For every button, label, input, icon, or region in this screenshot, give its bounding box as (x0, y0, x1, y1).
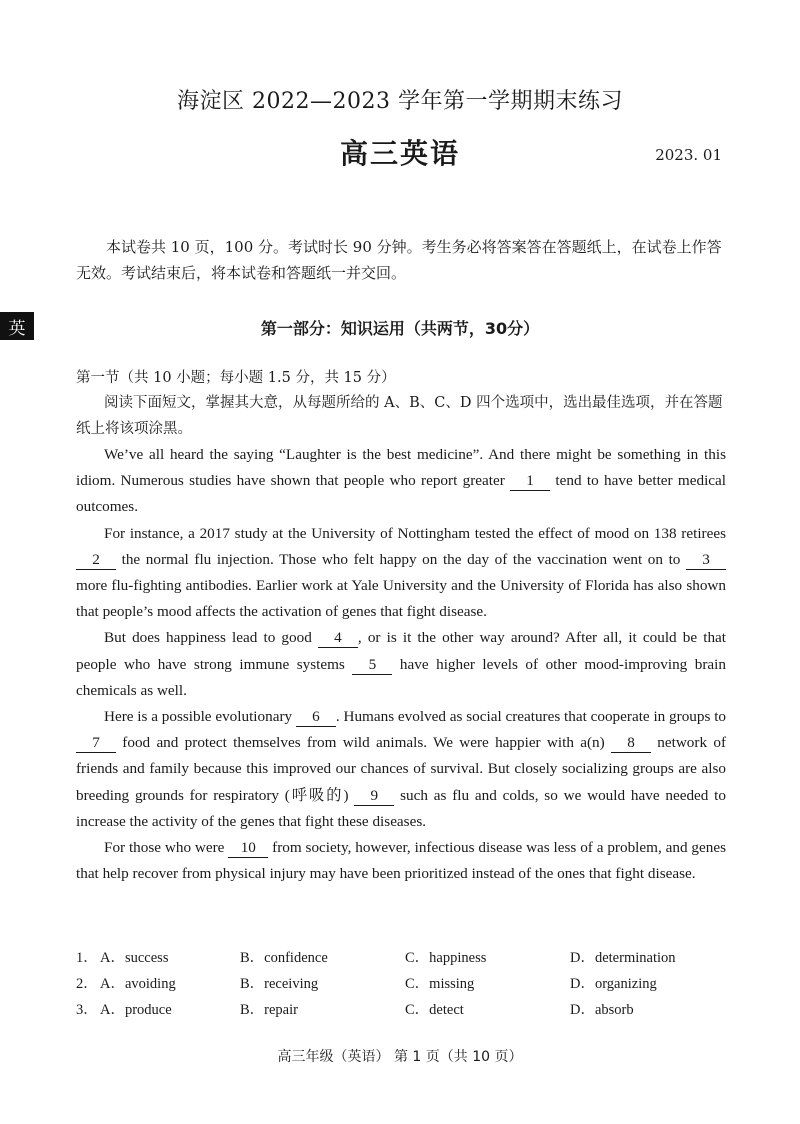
question-number: 2． (76, 975, 98, 992)
option-a: A．success (100, 949, 169, 966)
option-b: B．repair (240, 1001, 298, 1018)
blank-9: 9 (354, 787, 394, 806)
blank-8: 8 (611, 734, 651, 753)
blank-5: 5 (352, 656, 392, 675)
option-b: B．confidence (240, 949, 328, 966)
question-row (76, 995, 736, 1021)
section-heading: 第一节（共 10 小题；每小题 1.5 分，共 15 分） (76, 370, 396, 386)
exam-instructions: 本试卷共 10 页，100 分。考试时长 90 分钟。考生务必将答案答在答题纸上，在试卷上作答无效。考试结束后，将本试卷和答题纸一并交回。 (76, 238, 722, 282)
option-b: B．receiving (240, 975, 319, 992)
passage-paragraph-1: We’ve all heard the saying “Laughter is the best medicine”. And there might be something in this idiom. Numerous studies have shown that people who report greater 1 tend to have better medical outcomes. (76, 446, 726, 516)
blank-10: 10 (228, 839, 268, 858)
exam-title: 海淀区 2022—2023 学年第一学期期末练习 (177, 89, 623, 114)
exam-date: 2023. 01 (655, 146, 722, 164)
blank-2: 2 (76, 551, 116, 570)
blank-3: 3 (686, 551, 726, 570)
option-a: A．produce (100, 1001, 172, 1018)
passage-paragraph-5: For those who were 10 from society, however, infectious disease was less of a problem, and genes that help recover from physical injury may have been prioritized instead of the ones that fight disease. (76, 839, 726, 883)
page-footer: 高三年级（英语） 第 1 页（共 10 页） (277, 1049, 523, 1065)
option-d: D．absorb (570, 1001, 634, 1018)
question-number: 1． (76, 949, 98, 966)
blank-7: 7 (76, 734, 116, 753)
passage-paragraph-3: But does happiness lead to good 4 , or is it the other way around? After all, it could be that people who have strong immune systems 5 have higher levels of other mood-improving brain chemicals as well. (76, 629, 727, 699)
blank-6: 6 (296, 708, 336, 727)
passage-paragraph-4: Here is a possible evolutionary 6 . Humans evolved as social creatures that cooperate in groups to 7 food and protect themselves from wild animals. We were happier with a(n) 8 network of friends and family because this improved our chances of survival. But closely socializing groups are also breeding grounds for respiratory (呼吸的) 9 such as flu and colds, so we would have needed to increase the activity of the genes that fight these diseases. (76, 708, 727, 830)
blank-4: 4 (318, 629, 358, 648)
option-c: C．detect (405, 1001, 464, 1018)
option-c: C．happiness (405, 949, 487, 966)
question-number: 3． (76, 1001, 98, 1018)
passage-paragraph-2: For instance, a 2017 study at the University of Nottingham tested the effect of mood on 138 retirees 2 the normal flu injection. Those who felt happy on the day of the vaccination went on to 3 more flu-fighting antibodies. Earlier work at Yale University and the University of Florida has also shown that people’s mood affects the activation of genes that fight disease. (76, 524, 726, 621)
question-row (76, 969, 736, 995)
subject-side-tab: 英 (0, 312, 34, 340)
option-d: D．determination (570, 949, 676, 966)
subject-title: 高三英语 (339, 137, 460, 170)
blank-1: 1 (510, 472, 550, 491)
option-d: D．organizing (570, 975, 657, 992)
answer-options (76, 943, 736, 1021)
section-directions: 阅读下面短文，掌握其大意，从每题所给的 A、B、C、D 四个选项中，选出最佳选项，并在答题纸上将该项涂黑。 (76, 395, 723, 437)
option-a: A．avoiding (100, 975, 176, 992)
part-heading: 第一部分：知识运用（共两节，30分） (260, 319, 540, 338)
option-c: C．missing (405, 975, 475, 992)
question-row (76, 943, 736, 969)
cloze-passage (76, 442, 726, 887)
